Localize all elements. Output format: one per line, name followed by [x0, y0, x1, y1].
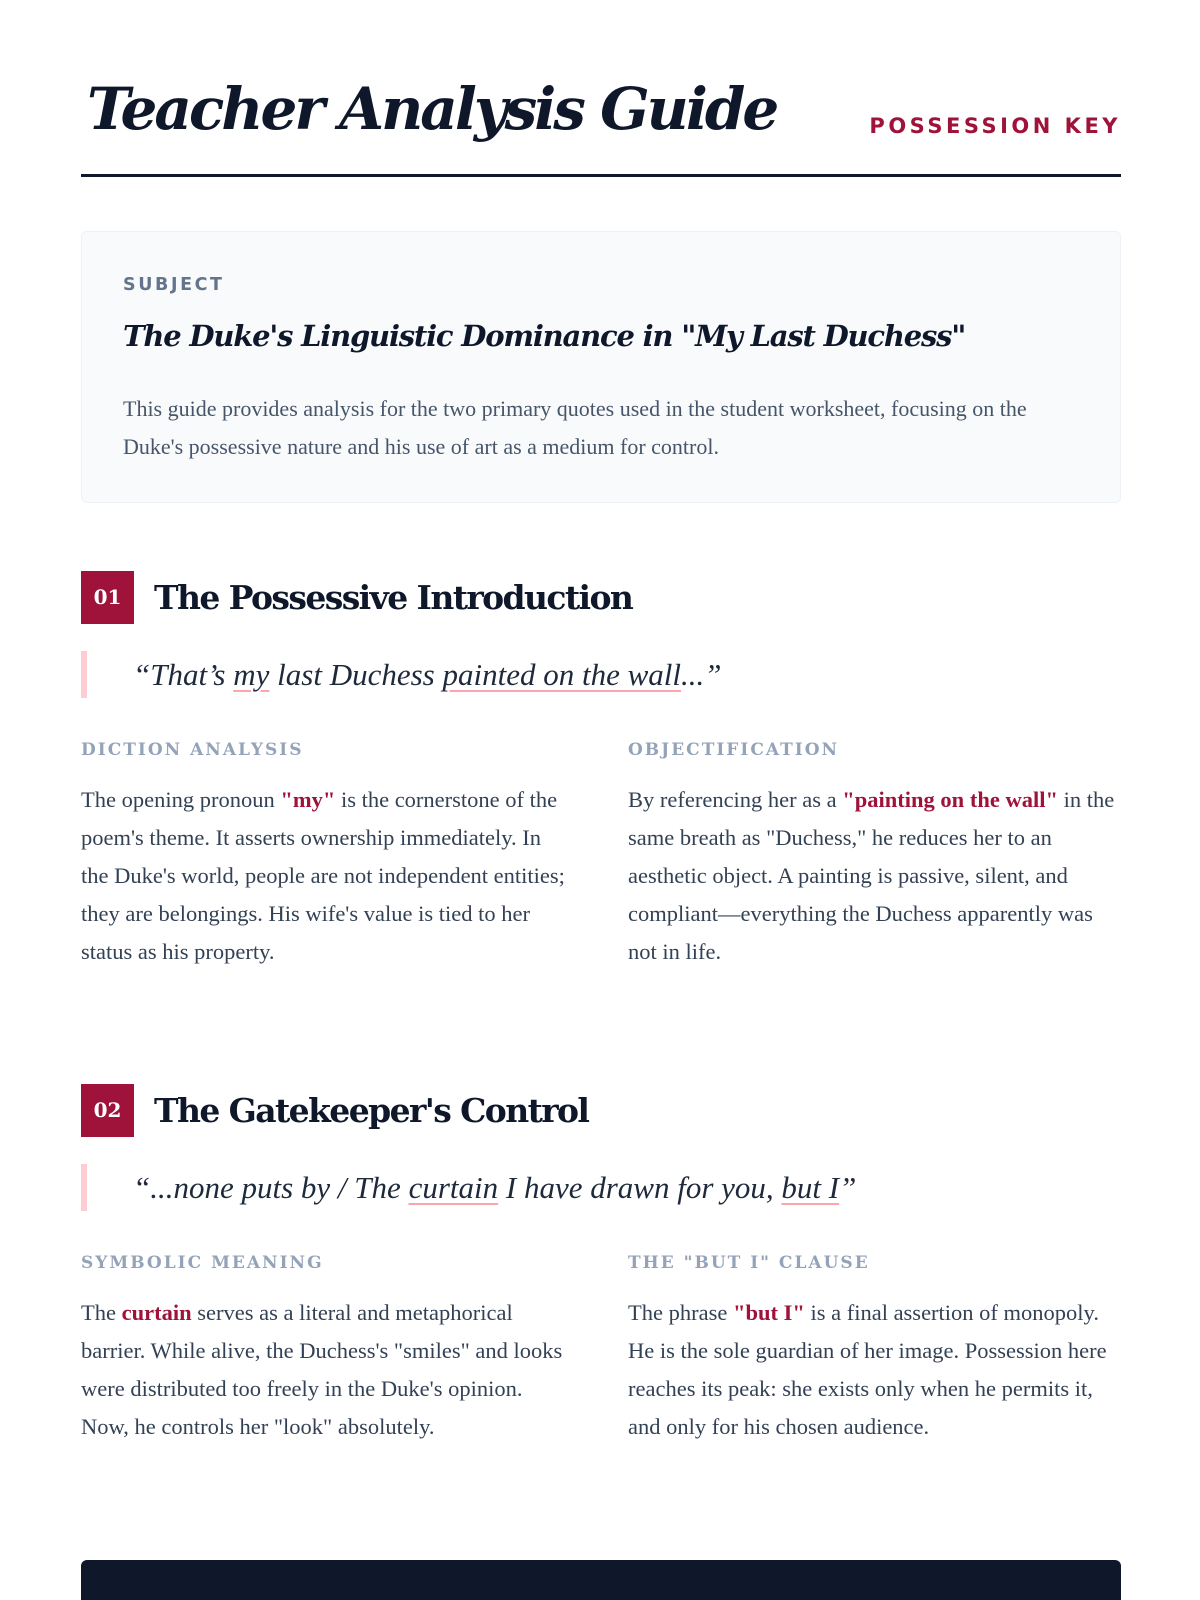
page-header — [81, 0, 1121, 177]
but-i-clause-column — [628, 1252, 1118, 1446]
quote-underline-but-i: but I — [781, 1170, 840, 1205]
quote-underline-my: my — [233, 657, 270, 692]
highlight-term: "my" — [280, 787, 336, 812]
quote-block — [81, 1164, 1121, 1211]
section-title: The Possessive Introduction — [154, 578, 633, 617]
diction-analysis-column — [81, 739, 571, 971]
section-number-badge: 01 — [81, 571, 134, 624]
quote-underline-curtain: curtain — [408, 1170, 499, 1205]
section-number-badge: 02 — [81, 1084, 134, 1137]
column-label: DICTION ANALYSIS — [81, 740, 304, 760]
quote-block — [81, 651, 1121, 698]
column-body: The curtain serves as a literal and metaphorical barrier. While alive, the Duchess's "smiles" and looks were distributed too freely in the Duke's opinion. Now, he controls her "look" absolutely. — [81, 1300, 563, 1439]
column-body: The phrase "but I" is a final assertion of monopoly. He is the sole guardian of her image. Possession here reaches its peak: she exists only when he permits it, and only for his chosen audience. — [628, 1300, 1107, 1439]
highlight-term: curtain — [121, 1300, 192, 1325]
column-label: THE "BUT I" CLAUSE — [628, 1253, 870, 1273]
highlight-term: "but I" — [732, 1300, 805, 1325]
footer-bar — [81, 1560, 1121, 1600]
column-body: By referencing her as a "painting on the wall" in the same breath as "Duchess," he reduces her to an aesthetic object. A painting is passive, silent, and compliant—everything the Duchess apparently was not in life. — [628, 787, 1115, 964]
subject-card — [81, 231, 1121, 503]
column-label: SYMBOLIC MEANING — [81, 1253, 324, 1273]
page-title: Teacher Analysis Guide — [87, 75, 777, 143]
column-body: The opening pronoun "my" is the cornerstone of the poem's theme. It asserts ownership immediately. In the Duke's world, people are not independent entities; they are belongings. His wife's value is tied to her status as his property. — [81, 787, 565, 964]
column-label: OBJECTIFICATION — [628, 740, 840, 760]
possession-key-label: POSSESSION KEY — [869, 114, 1121, 138]
subject-description: This guide provides analysis for the two primary quotes used in the student worksheet, focusing on the Duke's possessive nature and his use of art as a medium for control. — [123, 396, 1027, 459]
quote-text: “...none puts by / The curtain I have drawn for you, but I” — [133, 1170, 857, 1205]
quote-underline-painted: painted on the wall — [442, 657, 681, 692]
highlight-term: "painting on the wall" — [842, 787, 1058, 812]
symbolic-meaning-column — [81, 1252, 571, 1446]
section-title: The Gatekeeper's Control — [154, 1091, 589, 1130]
analysis-guide-page — [81, 0, 1121, 1439]
subject-label: SUBJECT — [123, 275, 225, 295]
subject-title: The Duke's Linguistic Dominance in "My Last Duchess" — [123, 319, 966, 353]
objectification-column — [628, 739, 1118, 971]
quote-text: “That’s my last Duchess painted on the wall...” — [133, 657, 722, 692]
